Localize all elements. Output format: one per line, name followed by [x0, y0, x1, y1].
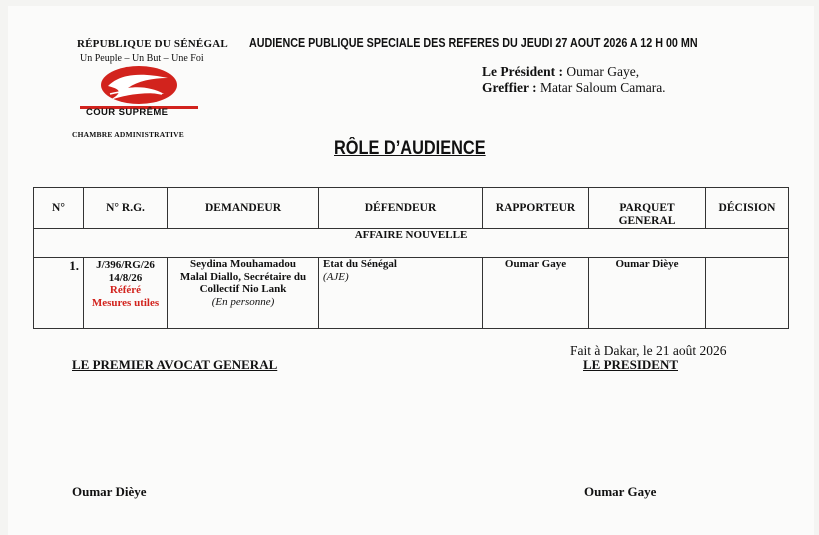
greffier-name: Matar Saloum Camara. — [536, 80, 666, 95]
demandeur-name-1: Seydina Mouhamadou — [189, 258, 297, 270]
hearing-title: AUDIENCE PUBLIQUE SPECIALE DES REFERES DU JEUDI 27 AOUT 2026 A 12 H 00 MN — [249, 36, 698, 50]
col-header-rapporteur: RAPPORTEUR — [483, 188, 589, 229]
case-rg-number: J/396/RG/26 — [96, 259, 155, 271]
defendeur-note: (AJE) — [323, 270, 349, 283]
cour-supreme-logo — [80, 64, 198, 110]
case-rg-cell — [84, 258, 168, 329]
col-header-demandeur: DEMANDEUR — [168, 188, 319, 229]
col-header-defendeur: DÉFENDEUR — [319, 188, 483, 229]
chamber-name: CHAMBRE ADMINISTRATIVE — [72, 130, 184, 139]
national-motto: Un Peuple – Un But – Une Foi — [80, 53, 204, 64]
greffier-label: Greffier : — [482, 80, 537, 95]
president-label: Le Président : — [482, 64, 563, 79]
table-header-row — [34, 188, 789, 229]
case-type: Référé — [109, 284, 142, 296]
first-advocate-title: LE PREMIER AVOCAT GENERAL — [72, 357, 278, 372]
president-line — [482, 64, 639, 80]
demandeur-name-3: Collectif Nio Lank — [199, 283, 287, 295]
president-name: Oumar Gaye, — [562, 64, 640, 79]
section-row — [34, 229, 789, 258]
col-header-parquet: PARQUET GENERAL — [589, 188, 706, 229]
first-advocate-signature: Oumar Dièye — [72, 484, 147, 499]
table-row — [34, 258, 789, 329]
case-rg-date: 14/8/26 — [108, 271, 143, 284]
section-label: AFFAIRE NOUVELLE — [34, 229, 789, 258]
parquet-cell: Oumar Dièye — [589, 258, 706, 329]
president-signature: Oumar Gaye — [584, 484, 657, 499]
decision-cell — [706, 258, 789, 329]
demandeur-note: (En personne) — [211, 295, 275, 308]
defendeur-name: Etat du Sénégal — [323, 258, 397, 270]
logo-caption: COUR SUPRÊME — [86, 107, 169, 118]
case-number: 1. — [34, 258, 84, 329]
demandeur-name-2: Malal Diallo, Secrétaire du — [179, 270, 307, 283]
greffier-line — [482, 80, 666, 96]
rapporteur-cell: Oumar Gaye — [483, 258, 589, 329]
demandeur-cell — [168, 258, 319, 329]
president-title: LE PRESIDENT — [583, 357, 678, 372]
place-date: Fait à Dakar, le 21 août 2026 — [570, 343, 727, 358]
case-subtype: Mesures utiles — [91, 296, 160, 309]
republic-heading: RÉPUBLIQUE DU SÉNÉGAL — [77, 38, 228, 50]
col-header-rg: N° R.G. — [84, 188, 168, 229]
defendeur-cell — [319, 258, 483, 329]
col-header-num: N° — [34, 188, 84, 229]
col-header-decision: DÉCISION — [706, 188, 789, 229]
page-title: RÔLE D’AUDIENCE — [334, 138, 486, 159]
hearing-role-table — [33, 187, 789, 329]
